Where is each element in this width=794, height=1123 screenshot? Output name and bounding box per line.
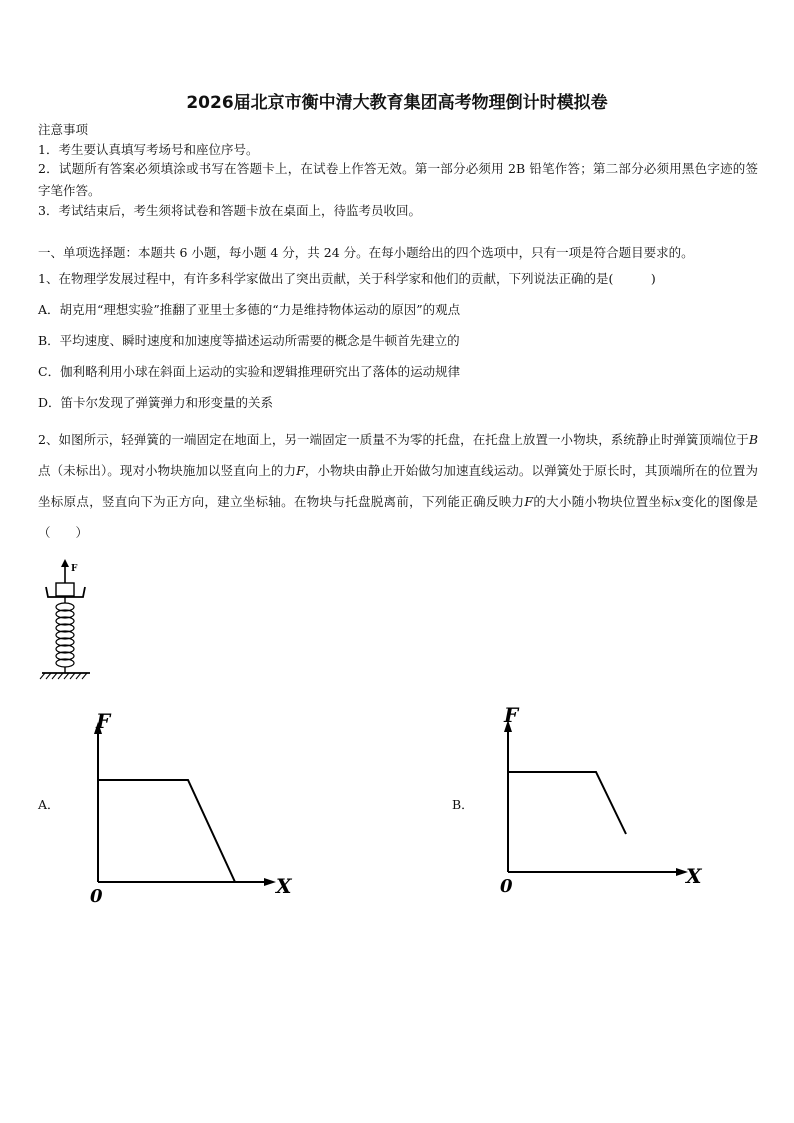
notice-item-1: 1．考生要认真填写考场号和座位序号。 [38,142,259,157]
var-b: B [748,432,758,447]
question-2-stem: 2、如图所示，轻弹簧的一端固定在地面上，另一端固定一质量不为零的托盘，在托盘上放置一小物块，系统静止时弹簧顶端位于B点（未标出）。现对小物块施加以竖直向上的力F，小物块由静止开始做匀加速直线运动。以弹簧处于原长时，其顶端所在的位置为坐标原点，竖直向下为正方向，建立坐标轴。在物块与托盘脱离前，下列能正确反映力F的大小随小物块位置坐标x变化的图像是（ ） [38,432,758,540]
question-1-option-b: B．平均速度、瞬时速度和加速度等描述运动所需要的概念是牛顿首先建立的 [38,333,460,348]
graph-a-y-label: F [96,710,111,733]
graph-a [80,710,300,910]
option-b-label: B． [452,797,474,812]
graph-b [490,702,720,902]
graph-a-origin: 0 [90,886,103,907]
graph-b-origin: 0 [500,876,513,897]
var-x: x [674,494,682,509]
question-1-option-a: A．胡克用“理想实验”推翻了亚里士多德的“力是维持物体运动的原因”的观点 [38,302,461,317]
question-1-option-c: C．伽利略利用小球在斜面上运动的实验和逻辑推理研究出了落体的运动规律 [38,364,461,379]
graph-b-y-label: F [504,703,519,727]
option-a-label: A． [38,797,60,812]
notice-heading: 注意事项 [38,122,89,137]
var-f: F [296,463,305,478]
question-1-stem: 1、在物理学发展过程中，有许多科学家做出了突出贡献，关于科学家和他们的贡献，下列说法正确的是( ) [38,271,656,286]
graph-b-curve [508,772,626,834]
page-title: 2026届北京市衡中清大教育集团高考物理倒计时模拟卷 [186,93,608,113]
section-heading: 一、单项选择题：本题共 6 小题，每小题 4 分，共 24 分。在每小题给出的四个选项中，只有一项是符合题目要求的。 [38,245,694,260]
question-1-option-d: D．笛卡尔发现了弹簧弹力和形变量的关系 [38,395,274,410]
force-label: F [71,564,78,574]
graph-a-x-label: X [276,874,292,898]
graph-b-x-label: X [686,864,702,888]
graph-a-curve [98,780,235,882]
notice-item-2: 2．试题所有答案必须填涂或书写在答题卡上，在试卷上作答无效。第一部分必须用 2B 铅笔作答；第二部分必须用黑色字迹的签字笔作答。 [38,161,758,198]
var-f: F [524,494,534,509]
spring-figure [36,555,96,685]
notice-item-3: 3．考试结束后，考生须将试卷和答题卡放在桌面上，待监考员收回。 [38,203,421,218]
